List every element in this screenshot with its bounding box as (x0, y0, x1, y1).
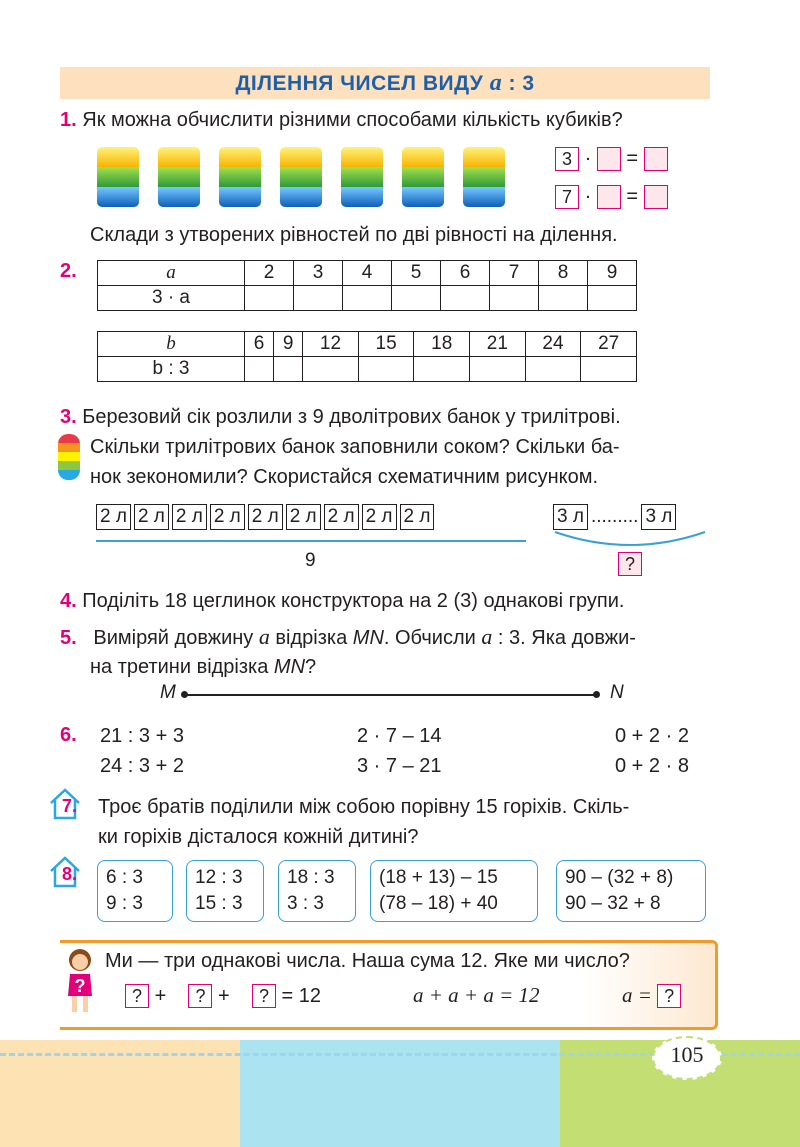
svg-text:?: ? (74, 976, 86, 996)
riddle-expression: a + a + a = 12 (413, 983, 540, 1007)
equation-2: 7 · = (555, 185, 668, 209)
cube-stack (158, 147, 200, 207)
exercise-5-line-1: 5. Виміряй довжину a відрізка MN. Обчисли a : 3. Яка довжи- (60, 624, 636, 649)
two-liter-jars: 2 л 2 л 2 л 2 л 2 л 2 л 2 л 2 л 2 л (96, 504, 437, 530)
answer-box[interactable] (597, 147, 621, 171)
expression-group: 90 – (32 + 8) 90 – 32 + 8 (556, 860, 706, 922)
point-n (593, 691, 600, 698)
unknown-jars: ? (618, 552, 642, 576)
answer-box[interactable] (644, 147, 668, 171)
point-n-label: N (610, 682, 624, 703)
page-number: 105 (670, 1042, 704, 1067)
exercise-number: 1. (60, 109, 77, 131)
expression-group: 12 : 3 15 : 3 (186, 860, 264, 922)
exercise-5-line-2: на третини відрізка MN? (90, 656, 317, 678)
expression-group: 18 : 3 3 : 3 (278, 860, 356, 922)
riddle-answer: a = ? (622, 983, 681, 1008)
exercise-1-task: Склади з утворених рівностей по дві рівності на ділення. (90, 224, 618, 246)
rainbow-icon (58, 434, 80, 480)
exercise-number: 8. (62, 864, 78, 884)
answer-box[interactable] (644, 185, 668, 209)
exercise-3-line-3: нок зекономили? Скористайся схематичним рисунком. (90, 466, 599, 488)
exercise-7-line-2: ки горіхів дісталося кожній дитині? (98, 826, 419, 848)
exercise-number: 2. (60, 260, 77, 282)
girl-icon (62, 946, 98, 1018)
segment-mn (185, 694, 595, 696)
riddle-equation: ? + ? + ? = 12 (125, 984, 321, 1008)
answer-box[interactable] (597, 185, 621, 209)
exercise-4: 4. Поділіть 18 цеглинок конструктора на 2 (3) однакові групи. (60, 590, 625, 612)
expr-col-2: 2 · 7 – 14 3 · 7 – 21 (357, 725, 442, 777)
point-m (181, 691, 188, 698)
exercise-number: 6. (60, 724, 77, 746)
cube-stacks (97, 147, 505, 207)
cube-stack (97, 147, 139, 207)
point-m-label: M (160, 682, 176, 703)
riddle-text: Ми — три однакові числа. Наша сума 12. Яке ми число? (105, 950, 630, 972)
cube-stack (280, 147, 322, 207)
expression-group: 6 : 3 9 : 3 (97, 860, 173, 922)
expr-col-1: 21 : 3 + 3 24 : 3 + 2 (100, 725, 184, 777)
cube-stack (219, 147, 261, 207)
footer-band (0, 1040, 240, 1147)
brace-arc (553, 528, 708, 550)
table-b: b 6 9 12 15 18 21 24 27 b : 3 (97, 331, 637, 382)
exercise-7-line-1: Троє братів поділили між собою порівну 15 горіхів. Скіль- (98, 796, 630, 818)
equation-1: 3 · = (555, 147, 668, 171)
expr-col-3: 0 + 2 · 2 0 + 2 · 8 (615, 725, 689, 777)
exercise-1-question: 1. Як можна обчислити різними способами кількість кубиків? (60, 109, 623, 131)
expression-group: (18 + 13) – 15 (78 – 18) + 40 (370, 860, 538, 922)
footer-band (240, 1040, 560, 1147)
cube-stack (463, 147, 505, 207)
cube-stack (341, 147, 383, 207)
jar-count: 9 (305, 550, 316, 571)
exercise-3-line-1: 3. Березовий сік розлили з 9 дволітрових банок у трилітрові. (60, 406, 621, 428)
three-liter-jars: 3 л ......... 3 л (553, 504, 679, 530)
exercise-3-line-2: Скільки трилітрових банок заповнили соком? Скільки ба- (90, 436, 620, 458)
brace-line (96, 540, 526, 542)
page-title: ДІЛЕННЯ ЧИСЕЛ ВИДУ a : 3 (235, 70, 535, 96)
exercise-number: 7. (62, 796, 78, 816)
cube-stack (402, 147, 444, 207)
table-a: a 2 3 4 5 6 7 8 9 3 · a (97, 260, 637, 311)
